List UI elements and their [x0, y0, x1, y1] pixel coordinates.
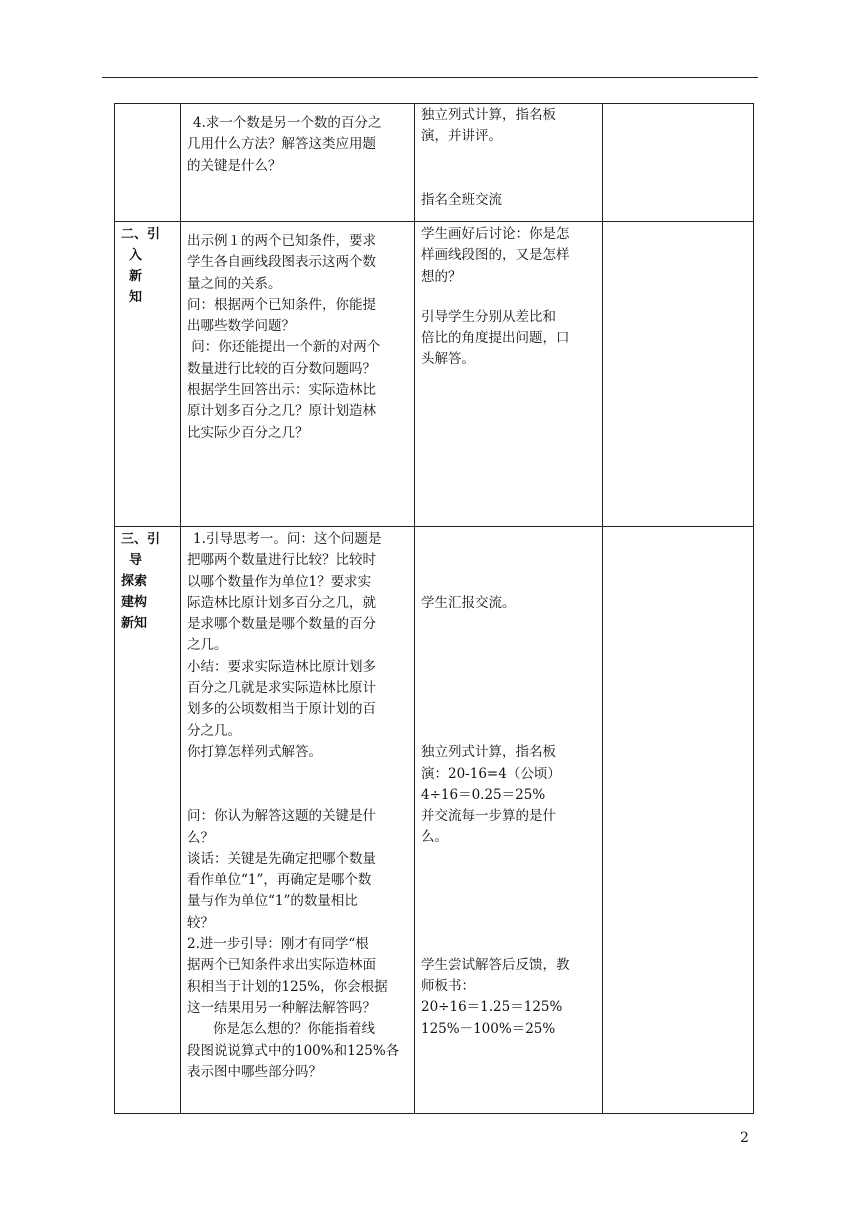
text-line: 看作单位“1”，再确定是哪个数	[187, 872, 372, 889]
text-line: 学生各自画线段图表示这两个数	[187, 254, 376, 271]
notes-cell	[603, 104, 754, 222]
text-line: 百分之几就是求实际造林比原计	[187, 680, 376, 697]
table-row	[115, 222, 754, 527]
text-line: 根据学生回答出示：实际造林比	[187, 382, 376, 399]
text-line: 量之间的关系。	[187, 275, 282, 292]
text-line: 原计划多百分之几？原计划造林	[187, 403, 376, 420]
text-line: 出示例１的两个已知条件，要求	[187, 233, 376, 249]
text-line: 演，并讲评。	[421, 128, 502, 145]
text-line: 是求哪个数量是哪个数量的百分	[187, 616, 376, 633]
text-line: 20÷16＝1.25＝125%	[421, 999, 563, 1016]
text-line: 以哪个数量作为单位1？要求实	[187, 573, 372, 590]
header-rule	[102, 77, 758, 78]
text-line: 出哪些数学问题？	[187, 318, 295, 335]
stage-cell	[115, 527, 181, 1114]
student-activity-cell	[415, 104, 603, 222]
text-line: 这一结果用另一种解法解答吗？	[187, 999, 376, 1016]
page-number: 2	[740, 1130, 749, 1146]
stage-label: 新	[129, 269, 143, 284]
text-line: 际造林比原计划多百分之几，就	[187, 594, 376, 611]
text-line: 么。	[421, 829, 448, 846]
text-line: 样画线段图的，又是怎样	[421, 247, 570, 264]
table-row	[115, 527, 754, 1114]
text-line: 独立列式计算，指名板	[421, 744, 556, 761]
text-line: 划多的公顷数相当于原计划的百	[187, 701, 376, 718]
text-line: 谈话：关键是先确定把哪个数量	[187, 850, 376, 867]
student-activity-cell	[415, 222, 603, 527]
text-line: 你打算怎样列式解答。	[187, 743, 322, 760]
text-line: 125%－100%＝25%	[421, 1020, 556, 1037]
text-line: 2.进一步引导：刚才有同学“根	[187, 936, 369, 953]
text-line: 引导学生分别从差比和	[421, 308, 556, 325]
text-line: 4.求一个数是另一个数的百分之	[193, 115, 382, 131]
text-line: 较？	[187, 914, 214, 931]
text-line: 比实际少百分之几？	[187, 424, 309, 441]
stage-label: 知	[129, 290, 143, 305]
text-line: 1.引导思考一。问：这个问题是	[193, 531, 382, 547]
text-line: 4÷16＝0.25＝25%	[421, 786, 546, 803]
text-line: 师板书：	[421, 978, 475, 995]
text-line: 么？	[187, 829, 214, 846]
text-line: 小结：要求实际造林比原计划多	[187, 658, 376, 675]
stage-cell	[115, 222, 181, 527]
text-line: 量与作为单位“1”的数量相比	[187, 893, 358, 910]
table-row	[115, 104, 754, 222]
text-line: 据两个已知条件求出实际造林面	[187, 957, 376, 974]
text-line: 段图说说算式中的100%和125%各	[187, 1042, 400, 1059]
text-line: 并交流每一步算的是什	[421, 808, 556, 825]
text-line: 积相当于计划的125%，你会根据	[187, 978, 388, 995]
stage-label: 二、引	[121, 227, 161, 242]
stage-label: 探索	[121, 574, 148, 589]
lesson-plan-table	[114, 103, 754, 1114]
text-line: 问：你还能提出一个新的对两个	[187, 339, 381, 356]
student-activity-cell	[415, 527, 603, 1114]
text-line: 几用什么方法？解答这类应用题	[187, 136, 376, 153]
teacher-activity-cell	[181, 222, 415, 527]
text-line: 分之几。	[187, 722, 241, 739]
text-line: 想的？	[421, 268, 462, 285]
teacher-activity-cell	[181, 104, 415, 222]
text-line: 你是怎么想的？你能指着线	[213, 1021, 375, 1038]
text-line: 数量进行比较的百分数问题吗？	[187, 360, 376, 377]
stage-label: 导	[129, 553, 143, 568]
stage-cell	[115, 104, 181, 222]
notes-cell	[603, 222, 754, 527]
text-line: 头解答。	[421, 351, 475, 368]
text-line: 把哪两个数量进行比较？比较时	[187, 552, 376, 569]
text-line: 倍比的角度提出问题，口	[421, 330, 570, 347]
stage-label: 三、引	[121, 532, 161, 547]
text-line: 的关键是什么？	[187, 157, 282, 174]
text-line: 学生画好后讨论：你是怎	[421, 226, 570, 242]
stage-label: 入	[129, 248, 143, 263]
stage-label: 新知	[121, 616, 148, 631]
teacher-activity-cell	[181, 527, 415, 1114]
text-line: 表示图中哪些部分吗？	[187, 1063, 322, 1080]
text-line: 演：20-16=4（公顷）	[421, 765, 561, 782]
stage-label: 建构	[121, 595, 148, 610]
text-line: 学生尝试解答后反馈，教	[421, 956, 570, 973]
text-line: 之几。	[187, 637, 228, 654]
text-line: 指名全班交流	[421, 191, 502, 208]
text-line: 问：你认为解答这题的关键是什	[187, 808, 376, 825]
text-line: 问：根据两个已知条件，你能提	[187, 296, 376, 313]
text-line: 学生汇报交流。	[421, 595, 516, 611]
text-line: 独立列式计算，指名板	[421, 107, 556, 123]
notes-cell	[603, 527, 754, 1114]
